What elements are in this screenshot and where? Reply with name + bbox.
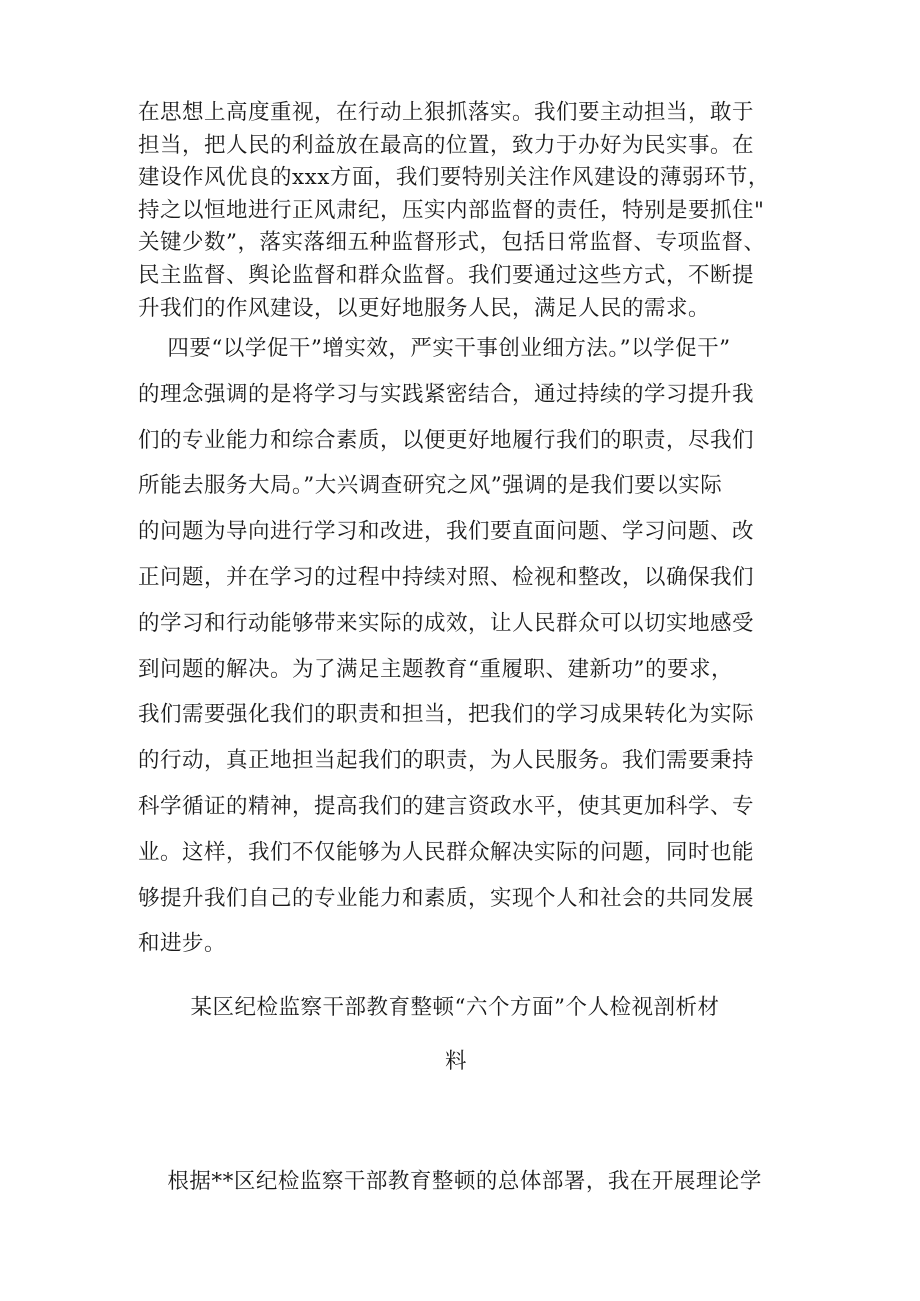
text-line: 的理念强调的是将学习与实践紧密结合，通过持续的学习提升我 bbox=[138, 381, 755, 407]
text-line: 够提升我们自己的专业能力和素质，实现个人和社会的共同发展 bbox=[138, 885, 755, 911]
text-line: 担当，把人民的利益放在最高的位置，致力于办好为民实事。在 bbox=[138, 132, 755, 158]
text-line: 在思想上高度重视，在行动上狠抓落实。我们要主动担当，敢于 bbox=[138, 100, 755, 125]
section-title: 某区纪检监察干部教育整顿“六个方面”个人检视剖析材 bbox=[190, 995, 720, 1020]
text-line: 四要“以学促干”增实效，严实干事创业细方法。”以学促干” bbox=[138, 336, 731, 361]
text-line: 关键少数”，落实落细五种监督形式，包括日常监督、专项监督、 bbox=[138, 230, 766, 256]
text-line: 根据**区纪检监察干部教育整顿的总体部署，我在开展理论学 bbox=[138, 1169, 762, 1194]
text-line: 科学循证的精神，提高我们的建言资政水平，使其更加科学、专 bbox=[138, 793, 755, 819]
text-line: 持之以恒地进行正风肃纪，压实内部监督的责任，特别是要抓住" bbox=[138, 197, 765, 223]
text-line: 所能去服务大局。”大兴调查研究之风”强调的是我们要以实际 bbox=[138, 473, 723, 499]
text-line: 的问题为导向进行学习和改进，我们要直面问题、学习问题、改 bbox=[138, 519, 755, 545]
text-line: 建设作风优良的xxx方面，我们要特别关注作风建设的薄弱环节， bbox=[138, 165, 770, 191]
text-line: 和进步。 bbox=[138, 931, 227, 957]
text-line: 的行动，真正地担当起我们的职责，为人民服务。我们需要秉持 bbox=[138, 748, 755, 774]
text-line: 们的专业能力和综合素质，以便更好地履行我们的职责，尽我们 bbox=[138, 427, 755, 453]
text-line: 我们需要强化我们的职责和担当，把我们的学习成果转化为实际 bbox=[138, 702, 755, 728]
paragraph-3 bbox=[138, 1166, 798, 1198]
text-line: 正问题，并在学习的过程中持续对照、检视和整改，以确保我们 bbox=[138, 564, 755, 590]
section-title-continued: 料 bbox=[444, 1049, 467, 1074]
paragraph-1 bbox=[138, 97, 798, 325]
text-line: 升我们的作风建设，以更好地服务人民，满足人民的需求。 bbox=[138, 295, 711, 321]
text-line: 的学习和行动能够带来实际的成效，让人民群众可以切实地感受 bbox=[138, 610, 755, 636]
paragraph-2 bbox=[138, 326, 798, 967]
text-line: 到问题的解决。为了满足主题教育“重履职、建新功”的要求， bbox=[138, 656, 733, 682]
text-line: 业。这样，我们不仅能够为人民群众解决实际的问题，同时也能 bbox=[138, 839, 755, 865]
text-line: 民主监督、舆论监督和群众监督。我们要通过这些方式，不断提 bbox=[138, 262, 755, 288]
